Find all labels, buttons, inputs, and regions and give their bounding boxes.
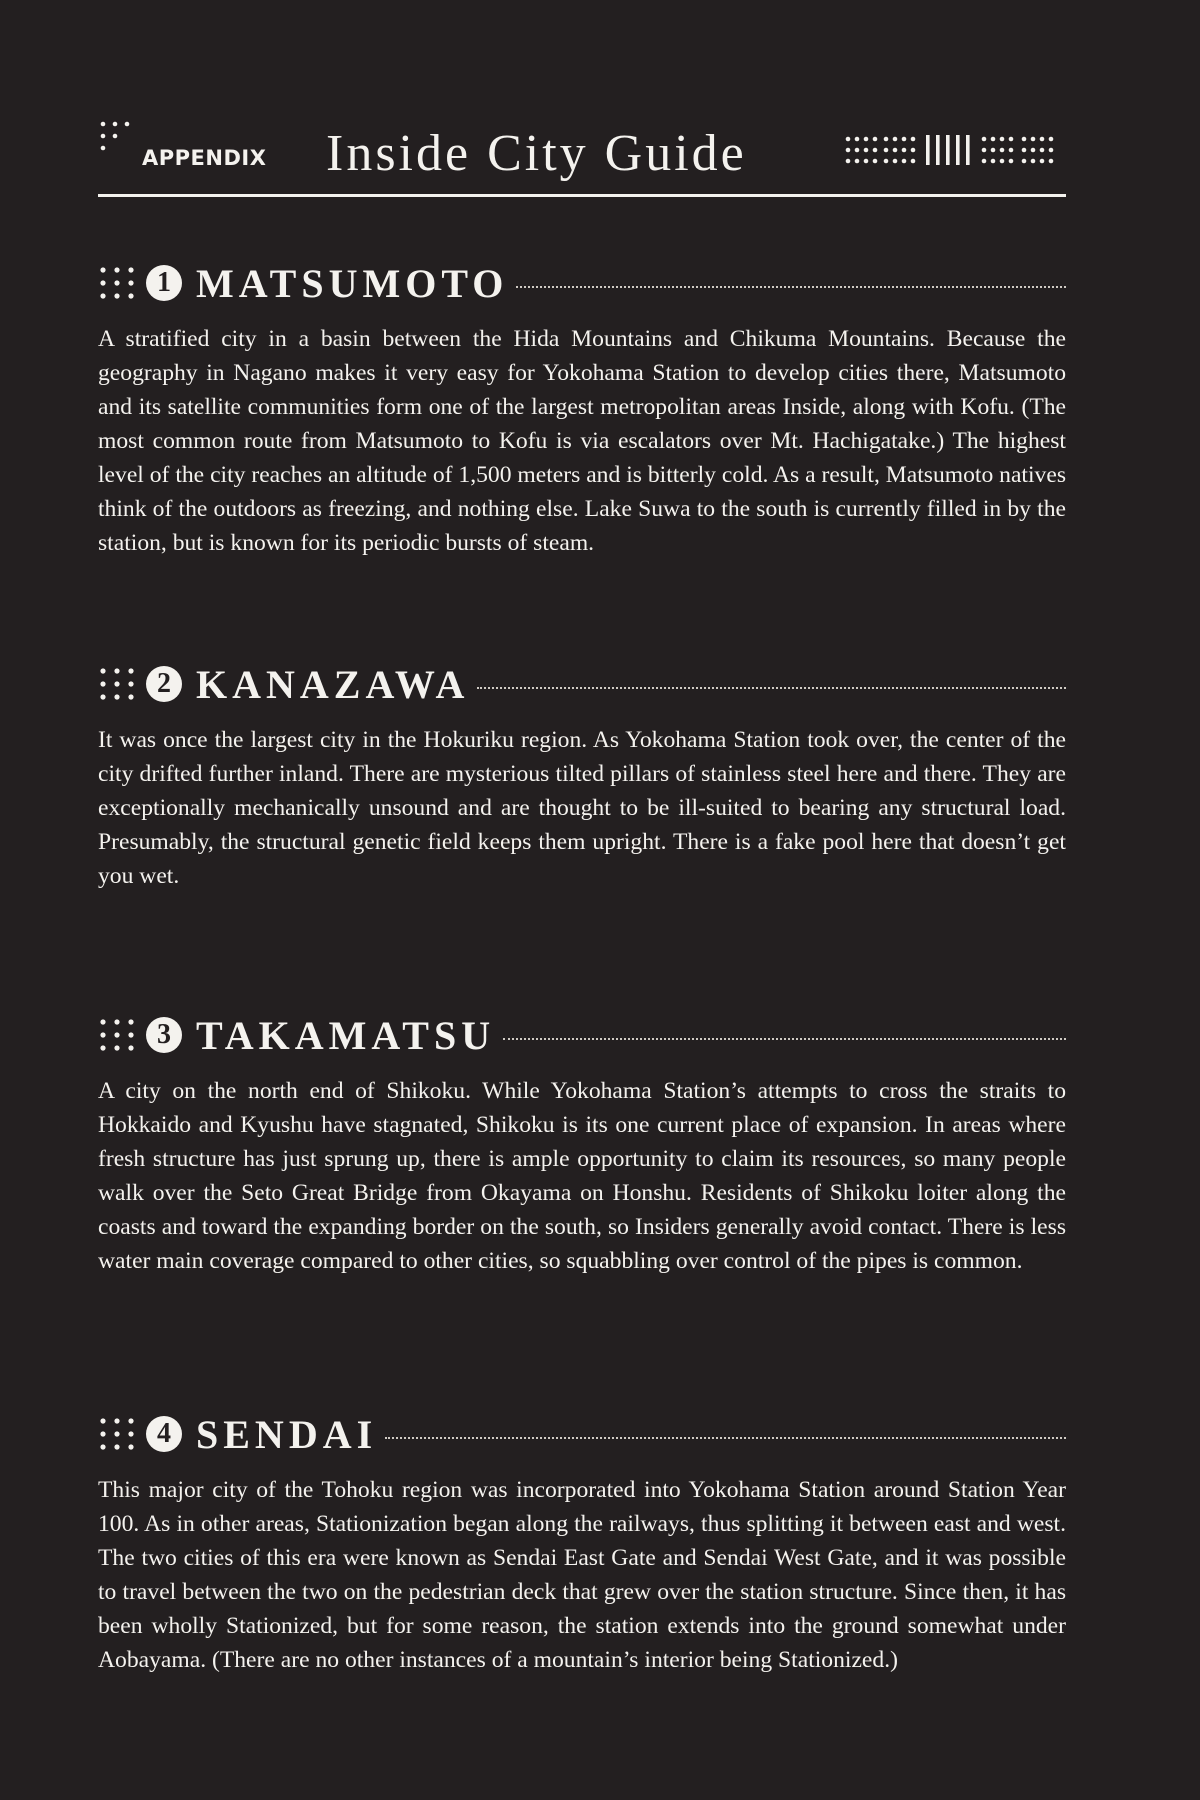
- page: [98, 0, 1066, 1800]
- dotted-leader: [477, 687, 1066, 689]
- appendix-label: APPENDIX: [142, 146, 267, 170]
- header-divider: [98, 194, 1066, 197]
- section-heading: [98, 1012, 1066, 1058]
- city-section-sendai: [98, 1411, 1066, 1677]
- dot-grid-icon: [98, 264, 136, 302]
- dotted-leader: [503, 1038, 1066, 1040]
- section-heading: [98, 260, 1066, 306]
- section-body: This major city of the Tohoku region was incorporated into Yokohama Station around Station Year 100. As in other areas, Stationization began along the railways, thus splitting it between east and west. The two cities of this era were known as Sendai East Gate and Sendai West Gate, and it was possible to travel between the two on the pedestrian deck that grew over the station structure. Since then, it has been wholly Stationized, but for some reason, the station extends into the ground somewhat under Aobayama. (There are no other instances of a mountain’s interior being Stationized.): [98, 1477, 1066, 1673]
- section-title: MATSUMOTO: [196, 260, 509, 306]
- section-heading: [98, 661, 1066, 707]
- section-heading: [98, 1411, 1066, 1457]
- dot-grid-ornament: [100, 120, 130, 156]
- barcode-ornament: [844, 134, 1066, 166]
- section-body: A city on the north end of Shikoku. While Yokohama Station’s attempts to cross the straits to Hokkaido and Kyushu have stagnated, Shikoku is its one current place of expansion. In areas where fresh structure has just sprung up, there is ample opportunity to claim its resources, so many people walk over the Seto Great Bridge from Okayama on Honshu. Residents of Shikoku loiter along the coasts and toward the expanding border on the south, so Insiders generally avoid contact. There is less water main coverage compared to other cities, so squabbling over control of the pipes is common.: [98, 1078, 1066, 1274]
- dotted-leader: [516, 286, 1066, 288]
- city-section-takamatsu: [98, 1012, 1066, 1278]
- section-title: KANAZAWA: [196, 661, 470, 707]
- dot-grid-icon: [98, 1016, 136, 1054]
- section-number-badge: 3: [146, 1017, 182, 1053]
- page-title: Inside City Guide: [326, 125, 747, 182]
- page-header: [98, 110, 1066, 200]
- dot-grid-icon: [98, 1415, 136, 1453]
- section-number-badge: 4: [146, 1416, 182, 1452]
- city-section-kanazawa: [98, 661, 1066, 893]
- section-number-badge: 2: [146, 666, 182, 702]
- section-number-badge: 1: [146, 265, 182, 301]
- section-title: SENDAI: [196, 1411, 378, 1457]
- dot-grid-icon: [98, 665, 136, 703]
- city-section-matsumoto: [98, 260, 1066, 560]
- section-body: A stratified city in a basin between the Hida Mountains and Chikuma Mountains. Because the geography in Nagano makes it very easy for Yokohama Station to develop cities there, Matsumoto and its satellite communities form one of the largest metropolitan areas Inside, along with Kofu. (The most common route from Matsumoto to Kofu is via escalators over Mt. Hachigatake.) The highest level of the city reaches an altitude of 1,500 meters and is bitterly cold. As a result, Matsumoto natives think of the outdoors as freezing, and nothing else. Lake Suwa to the south is currently filled in by the station, but is known for its periodic bursts of steam.: [98, 326, 1066, 556]
- section-title: TAKAMATSU: [196, 1012, 496, 1058]
- dotted-leader: [385, 1437, 1066, 1439]
- section-body: It was once the largest city in the Hokuriku region. As Yokohama Station took over, the center of the city drifted further inland. There are mysterious tilted pillars of stainless steel here and there. They are exceptionally mechanically unsound and are thought to be ill-suited to bearing any structural load. Presumably, the structural genetic field keeps them upright. There is a fake pool here that doesn’t get you wet.: [98, 727, 1066, 889]
